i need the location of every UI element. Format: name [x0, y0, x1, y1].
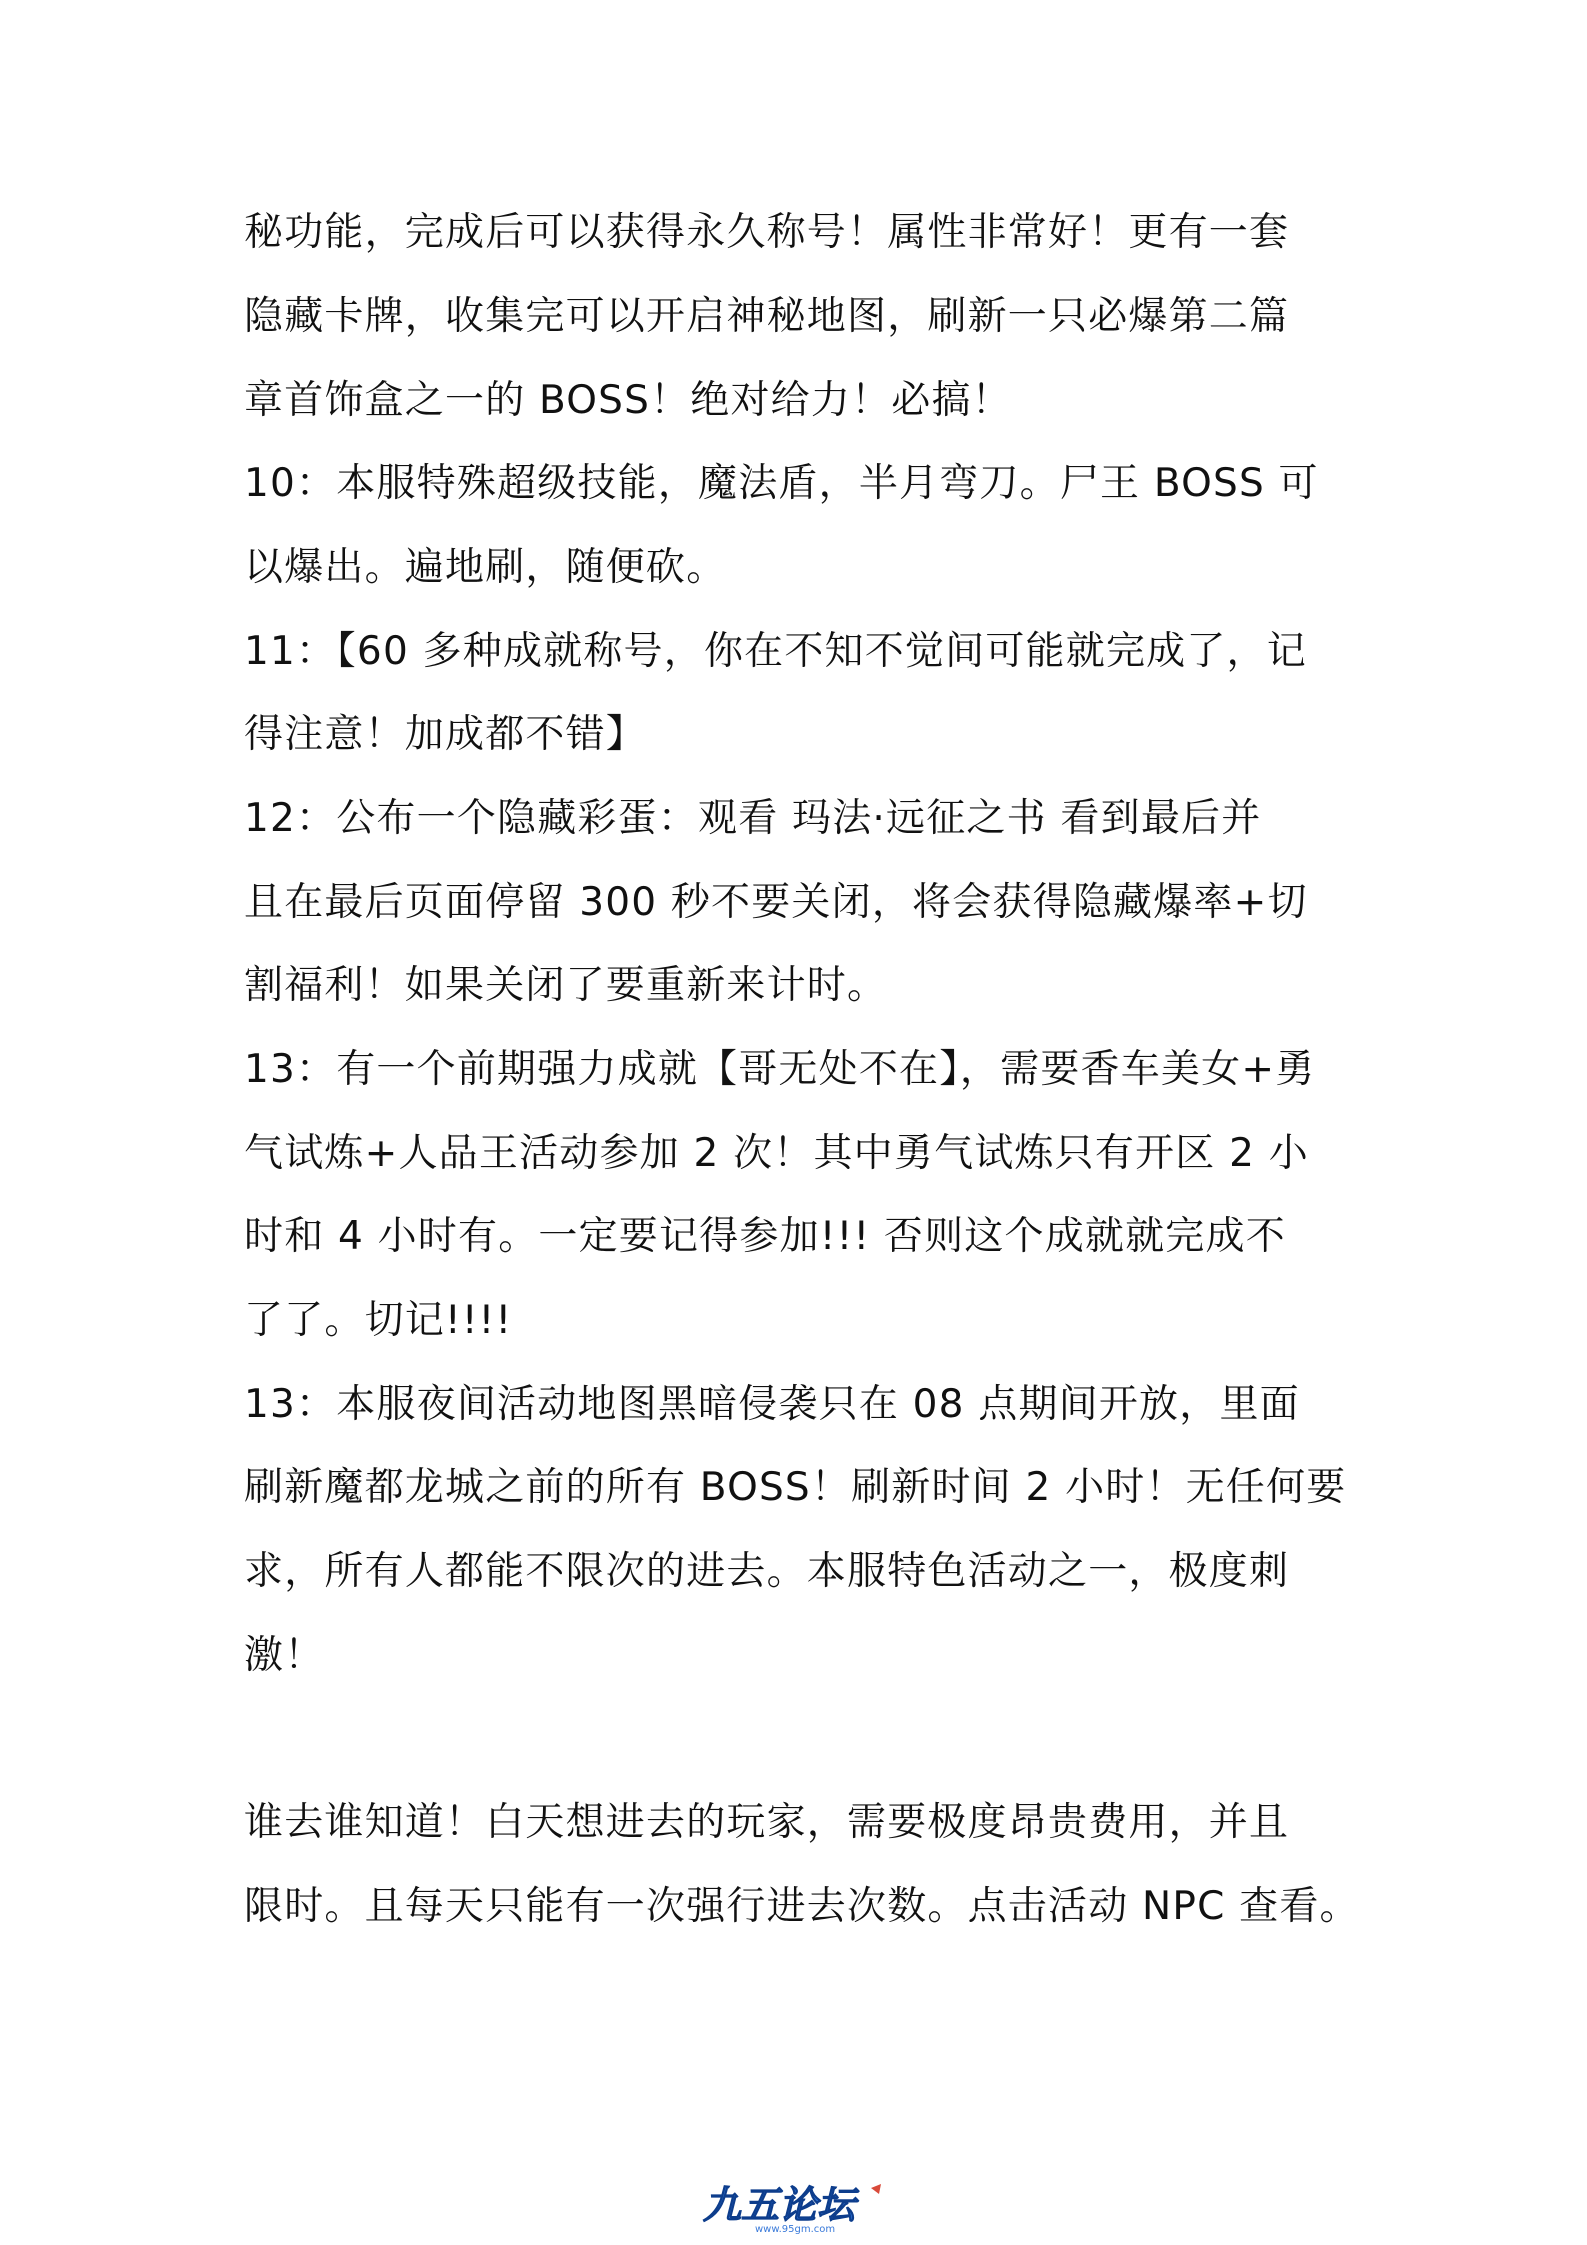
text-line: 割福利！如果关闭了要重新来计时。 [244, 963, 888, 1008]
logo-wordmark: 九五论坛 [703, 2183, 856, 2227]
text-line: 求，所有人都能不限次的进去。本服特色活动之一，极度刺 [244, 1549, 1290, 1594]
logo-badge-icon [871, 2184, 881, 2194]
text-line: 以爆出。遍地刷，随便砍。 [244, 545, 727, 590]
text-line: 且在最后页面停留 300 秒不要关闭，将会获得隐藏爆率+切 [244, 880, 1308, 925]
text-line: 了了。切记!!!! [244, 1298, 513, 1343]
site-logo [695, 2180, 905, 2236]
text-line: 隐藏卡牌，收集完可以开启神秘地图，刷新一只必爆第二篇 [244, 294, 1290, 339]
text-line: 激！ [244, 1633, 325, 1678]
text-line: 谁去谁知道！白天想进去的玩家，需要极度昂贵费用，并且 [244, 1800, 1290, 1845]
text-line: 11：【60 多种成就称号，你在不知不觉间可能就完成了，记 [244, 629, 1307, 674]
text-line: 章首饰盒之一的 BOSS！绝对给力！必搞！ [244, 378, 1012, 423]
logo-graphic [695, 2180, 905, 2236]
text-line: 13：有一个前期强力成就【哥无处不在】，需要香车美女+勇 [244, 1047, 1316, 1092]
text-line: 13：本服夜间活动地图黑暗侵袭只在 08 点期间开放，里面 [244, 1382, 1300, 1427]
text-line: 秘功能，完成后可以获得永久称号！属性非常好！更有一套 [244, 210, 1290, 255]
text-line: 10：本服特殊超级技能，魔法盾，半月弯刀。尸王 BOSS 可 [244, 461, 1319, 506]
text-line: 刷新魔都龙城之前的所有 BOSS！刷新时间 2 小时！无任何要 [244, 1465, 1347, 1510]
logo-url: www.95gm.com [755, 2224, 836, 2235]
text-line: 12：公布一个隐藏彩蛋：观看 玛法·远征之书 看到最后并 [244, 796, 1262, 841]
text-line: 得注意！加成都不错】 [244, 712, 647, 757]
text-line: 气试炼+人品王活动参加 2 次！其中勇气试炼只有开区 2 小 [244, 1131, 1309, 1176]
text-line: 限时。且每天只能有一次强行进去次数。点击活动 NPC 查看。 [244, 1884, 1360, 1929]
text-line: 时和 4 小时有。一定要记得参加!!! 否则这个成就就完成不 [244, 1214, 1286, 1259]
